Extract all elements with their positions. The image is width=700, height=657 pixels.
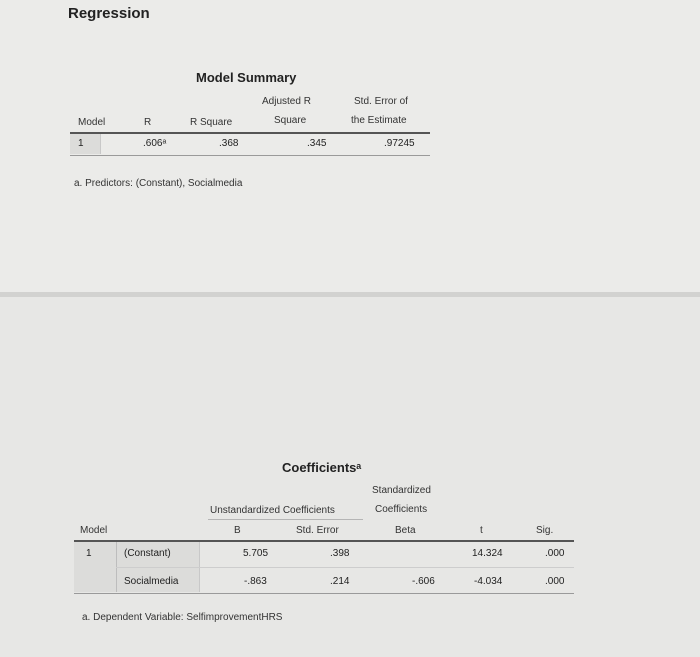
header-sig: Sig. — [536, 525, 554, 536]
table-footnote: a. Dependent Variable: SelfimprovementHRS — [82, 612, 283, 623]
header-std-error-line1: Std. Error of — [354, 96, 408, 107]
header-unstandardized: Unstandardized Coefficients — [210, 505, 335, 516]
header-adjusted-r-line1: Adjusted R — [262, 96, 311, 107]
header-std-error-line2: the Estimate — [351, 115, 407, 126]
header-standardized-line1: Standardized — [372, 485, 431, 496]
cell-sig: .000 — [545, 576, 565, 587]
cell-std-error: .214 — [330, 576, 350, 587]
cell-t: -4.034 — [474, 576, 503, 587]
output-page-bottom — [0, 297, 700, 657]
cell-model: 1 — [86, 548, 92, 559]
cell-t: 14.324 — [472, 548, 503, 559]
cell-b: -.863 — [244, 576, 267, 587]
table-title: Model Summary — [196, 70, 297, 85]
row-label-shade — [70, 134, 100, 154]
header-t: t — [480, 525, 483, 536]
table-title: Coefficientsᵃ — [282, 460, 362, 475]
bottom-rule — [74, 593, 574, 594]
output-page-top — [0, 0, 700, 292]
header-adjusted-r-line2: Square — [274, 115, 307, 126]
header-model: Model — [80, 525, 108, 536]
header-b: B — [234, 525, 241, 536]
column-divider — [100, 134, 101, 154]
section-title: Regression — [68, 5, 150, 22]
group-rule — [208, 519, 363, 520]
cell-adjusted-r-square: .345 — [307, 138, 327, 149]
header-rule — [70, 132, 430, 134]
header-standardized-line2: Coefficients — [375, 504, 428, 515]
cell-r-square: .368 — [219, 138, 239, 149]
cell-term: (Constant) — [124, 548, 171, 559]
cell-model: 1 — [78, 138, 84, 149]
cell-sig: .000 — [545, 548, 565, 559]
cell-std-error: .398 — [330, 548, 350, 559]
table-footnote: a. Predictors: (Constant), Socialmedia — [74, 178, 243, 189]
cell-r: .606ᵃ — [143, 138, 167, 149]
cell-b: 5.705 — [243, 548, 269, 559]
bottom-rule — [70, 155, 430, 156]
cell-term: Socialmedia — [124, 576, 179, 587]
cell-beta: -.606 — [412, 576, 435, 587]
header-model: Model — [78, 117, 106, 128]
header-std-error: Std. Error — [296, 525, 339, 536]
header-r-square: R Square — [190, 117, 233, 128]
row-divider — [116, 567, 574, 568]
cell-std-error: .97245 — [384, 138, 415, 149]
header-r: R — [144, 117, 152, 128]
header-beta: Beta — [395, 525, 416, 536]
